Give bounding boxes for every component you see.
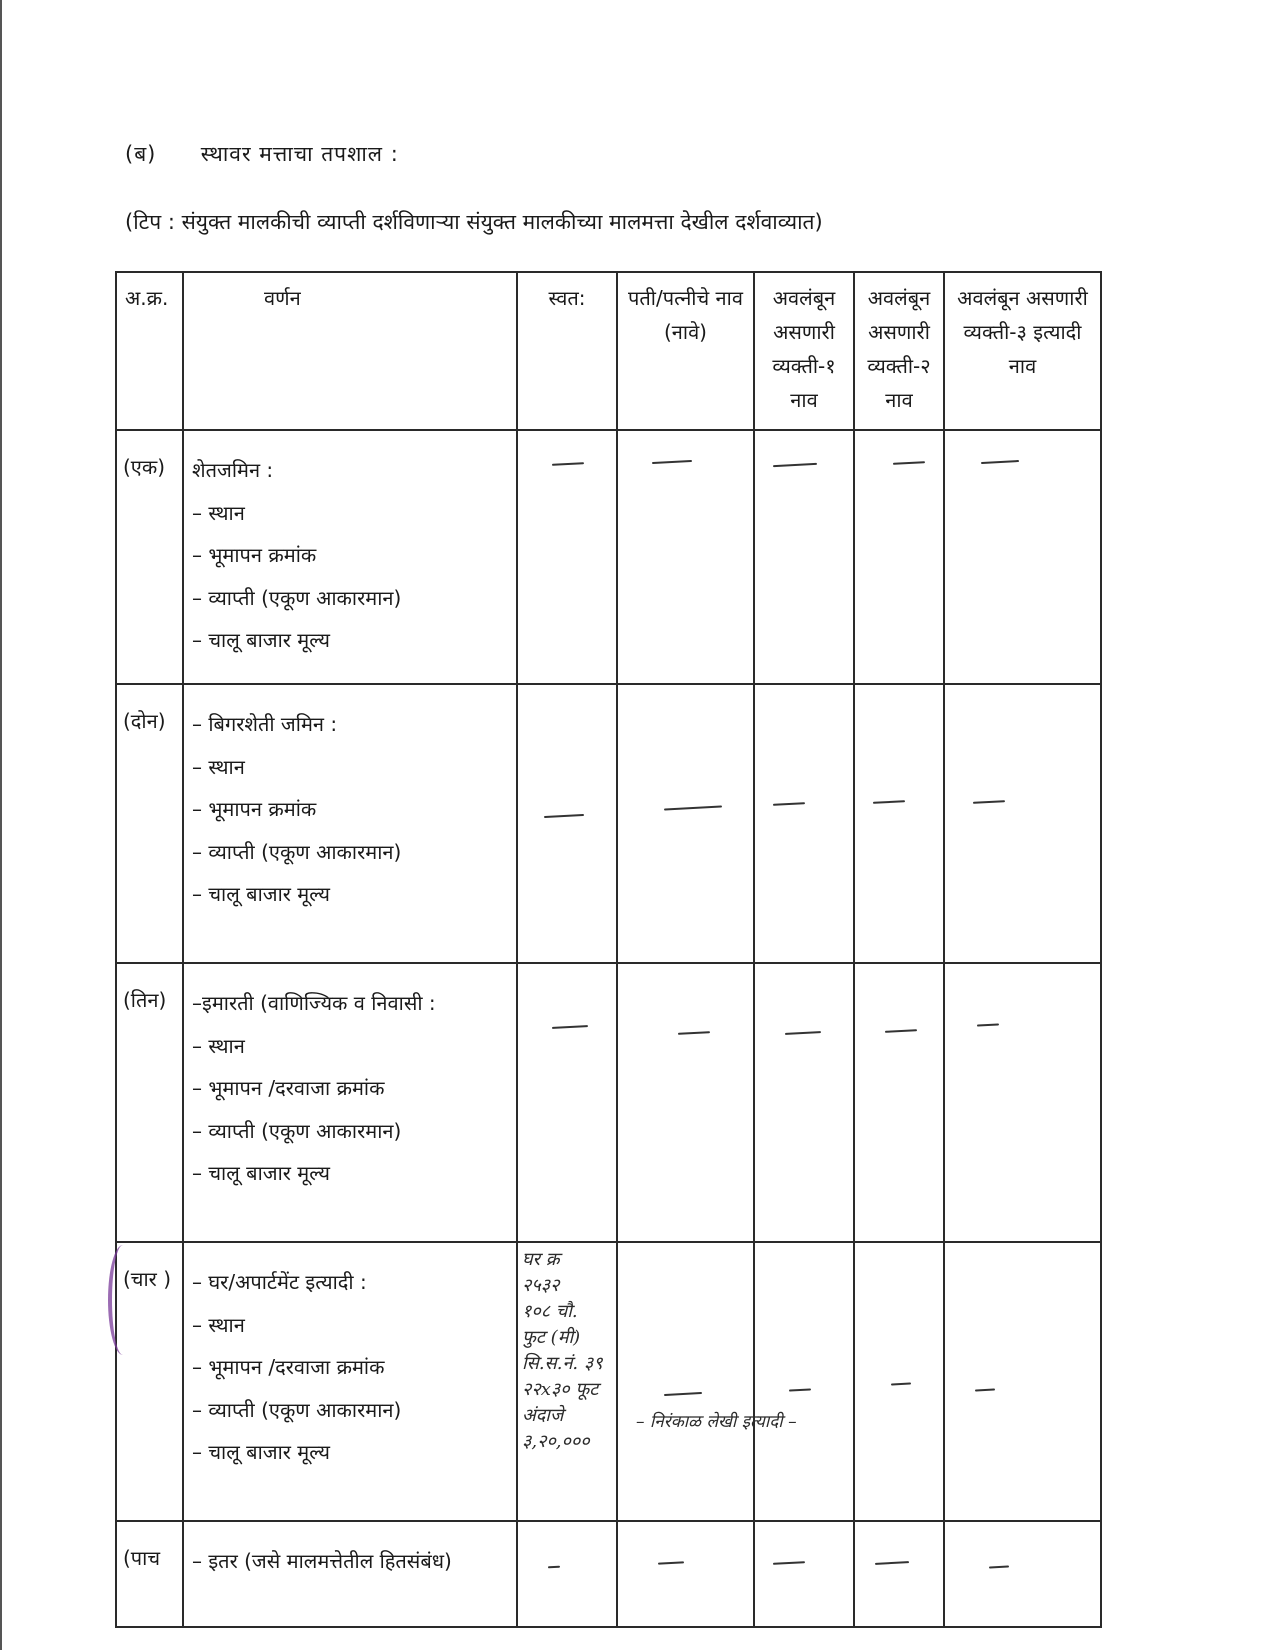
- nil-dash: [981, 460, 1019, 464]
- nil-dash: [773, 802, 805, 806]
- header-serial: अ.क्र.: [116, 272, 183, 430]
- cell-dependent-1: [754, 963, 854, 1242]
- row-serial: (एक): [116, 430, 183, 684]
- section-heading: [125, 140, 399, 168]
- handwritten-line: सि.स.नं. ३९: [522, 1353, 603, 1374]
- handwritten-entry: [522, 1247, 614, 1455]
- cell-spouse: [617, 1521, 754, 1627]
- cell-dependent-3: [944, 963, 1101, 1242]
- row-serial: (दोन): [116, 684, 183, 963]
- desc-line: – भूमापन क्रमांक: [192, 797, 317, 822]
- header-dependent-3: अवलंबून असणारी व्यक्ती-३ इत्यादी नाव: [944, 272, 1101, 430]
- handwritten-line: अंदाजे: [522, 1405, 564, 1426]
- handwritten-line: फुट (मी): [522, 1327, 581, 1348]
- nil-dash: [873, 800, 905, 804]
- table-header-row: [116, 272, 1101, 430]
- cell-dependent-1: [754, 684, 854, 963]
- cell-dependent-2: [854, 1242, 944, 1521]
- cell-dependent-1: [754, 430, 854, 684]
- cell-self-handwritten: [517, 1242, 617, 1521]
- cell-dependent-2: [854, 1521, 944, 1627]
- nil-dash: [785, 1031, 821, 1035]
- nil-dash: [664, 805, 722, 810]
- section-title: स्थावर मत्ताचा तपशाल :: [200, 142, 399, 166]
- nil-dash: [893, 461, 925, 465]
- cell-dependent-1: [754, 1242, 854, 1521]
- desc-line: – व्याप्ती (एकूण आकारमान): [192, 839, 402, 864]
- handwritten-note: – निरंकाळ लेखी इत्यादी –: [636, 1412, 797, 1432]
- row-description: [183, 430, 517, 684]
- desc-line: –इमारती (वाणिज्यिक व निवासी :: [192, 991, 436, 1015]
- cell-spouse: [617, 684, 754, 963]
- nil-dash: [891, 1382, 911, 1385]
- header-spouse: पती/पत्नीचे नाव (नावे): [617, 272, 754, 430]
- nil-dash: [875, 1561, 909, 1565]
- desc-line: – चालू बाजार मूल्य: [192, 1440, 331, 1465]
- desc-line: – बिगरशेती जमिन :: [192, 712, 338, 736]
- nil-dash: [552, 462, 584, 466]
- row-description: [183, 963, 517, 1242]
- left-margin-line: [0, 0, 2, 1650]
- nil-dash: [773, 1561, 805, 1565]
- desc-line: – व्याप्ती (एकूण आकारमान): [192, 585, 402, 610]
- row-serial: (तिन): [116, 963, 183, 1242]
- cell-self: [517, 963, 617, 1242]
- stamp-mark: [108, 1245, 138, 1355]
- nil-dash: [885, 1029, 917, 1033]
- table-row: [116, 1242, 1101, 1521]
- desc-line: – घर/अपार्टमेंट इत्यादी :: [192, 1270, 367, 1294]
- cell-dependent-2: [854, 963, 944, 1242]
- desc-line: – स्थान: [192, 1312, 245, 1337]
- section-number: (ब): [125, 142, 157, 166]
- row-serial: (पाच: [116, 1521, 183, 1627]
- table-row: [116, 684, 1101, 963]
- header-dependent-1: अवलंबून असणारी व्यक्ती-१ नाव: [754, 272, 854, 430]
- cell-dependent-1: [754, 1521, 854, 1627]
- desc-line: – स्थान: [192, 500, 245, 525]
- nil-dash: [773, 463, 817, 467]
- desc-line: – व्याप्ती (एकूण आकारमान): [192, 1118, 402, 1143]
- row-description: [183, 1521, 517, 1627]
- cell-dependent-3: [944, 684, 1101, 963]
- handwritten-line: २५३२: [522, 1275, 560, 1296]
- table-row: [116, 963, 1101, 1242]
- nil-dash: [548, 1566, 560, 1569]
- nil-dash: [544, 814, 584, 818]
- nil-dash: [678, 1031, 710, 1035]
- cell-self: [517, 1521, 617, 1627]
- nil-dash: [652, 460, 692, 464]
- cell-dependent-3: [944, 1242, 1101, 1521]
- nil-dash: [975, 1388, 995, 1391]
- nil-dash: [977, 1023, 999, 1026]
- cell-spouse: [617, 1242, 754, 1521]
- cell-dependent-2: [854, 430, 944, 684]
- table-row: [116, 1521, 1101, 1627]
- row-description: [183, 684, 517, 963]
- cell-dependent-3: [944, 430, 1101, 684]
- row-description: [183, 1242, 517, 1521]
- cell-self: [517, 684, 617, 963]
- row-serial: (चार ): [116, 1242, 183, 1521]
- desc-line: – स्थान: [192, 1033, 245, 1058]
- desc-line: – स्थान: [192, 754, 245, 779]
- handwritten-line: घर क्र: [522, 1249, 560, 1270]
- desc-line: – चालू बाजार मूल्य: [192, 882, 331, 907]
- nil-dash: [658, 1561, 684, 1564]
- desc-line: – चालू बाजार मूल्य: [192, 628, 331, 653]
- note-text: (टिप : संयुक्त मालकीची व्याप्ती दर्शविणाऱ्या संयुक्त मालकीच्या मालमत्ता देखील दर्शवाव्यात): [125, 210, 823, 234]
- desc-line: – व्याप्ती (एकूण आकारमान): [192, 1397, 402, 1422]
- nil-dash: [664, 1392, 702, 1396]
- nil-dash: [789, 1388, 811, 1391]
- desc-line: – भूमापन क्रमांक: [192, 543, 317, 568]
- desc-line: शेतजमिन :: [192, 458, 274, 482]
- nil-dash: [973, 800, 1005, 804]
- handwritten-line: ३,२०,०००: [522, 1431, 590, 1452]
- header-self: स्वत:: [517, 272, 617, 430]
- nil-dash: [552, 1025, 588, 1029]
- immovable-assets-table: [115, 271, 1102, 1628]
- desc-line: – चालू बाजार मूल्य: [192, 1161, 331, 1186]
- table-row: [116, 430, 1101, 684]
- header-dependent-2: अवलंबून असणारी व्यक्ती-२ नाव: [854, 272, 944, 430]
- cell-spouse: [617, 430, 754, 684]
- cell-self: [517, 430, 617, 684]
- desc-line: – भूमापन /दरवाजा क्रमांक: [192, 1355, 385, 1380]
- nil-dash: [989, 1565, 1009, 1568]
- cell-dependent-3: [944, 1521, 1101, 1627]
- header-description: वर्णन: [183, 272, 517, 430]
- desc-line: – भूमापन /दरवाजा क्रमांक: [192, 1076, 385, 1101]
- handwritten-line: २२x३० फूट: [522, 1379, 599, 1400]
- handwritten-line: १०८ चौ.: [522, 1301, 578, 1322]
- cell-dependent-2: [854, 684, 944, 963]
- desc-line: – इतर (जसे मालमत्तेतील हितसंबंध): [192, 1549, 452, 1573]
- cell-spouse: [617, 963, 754, 1242]
